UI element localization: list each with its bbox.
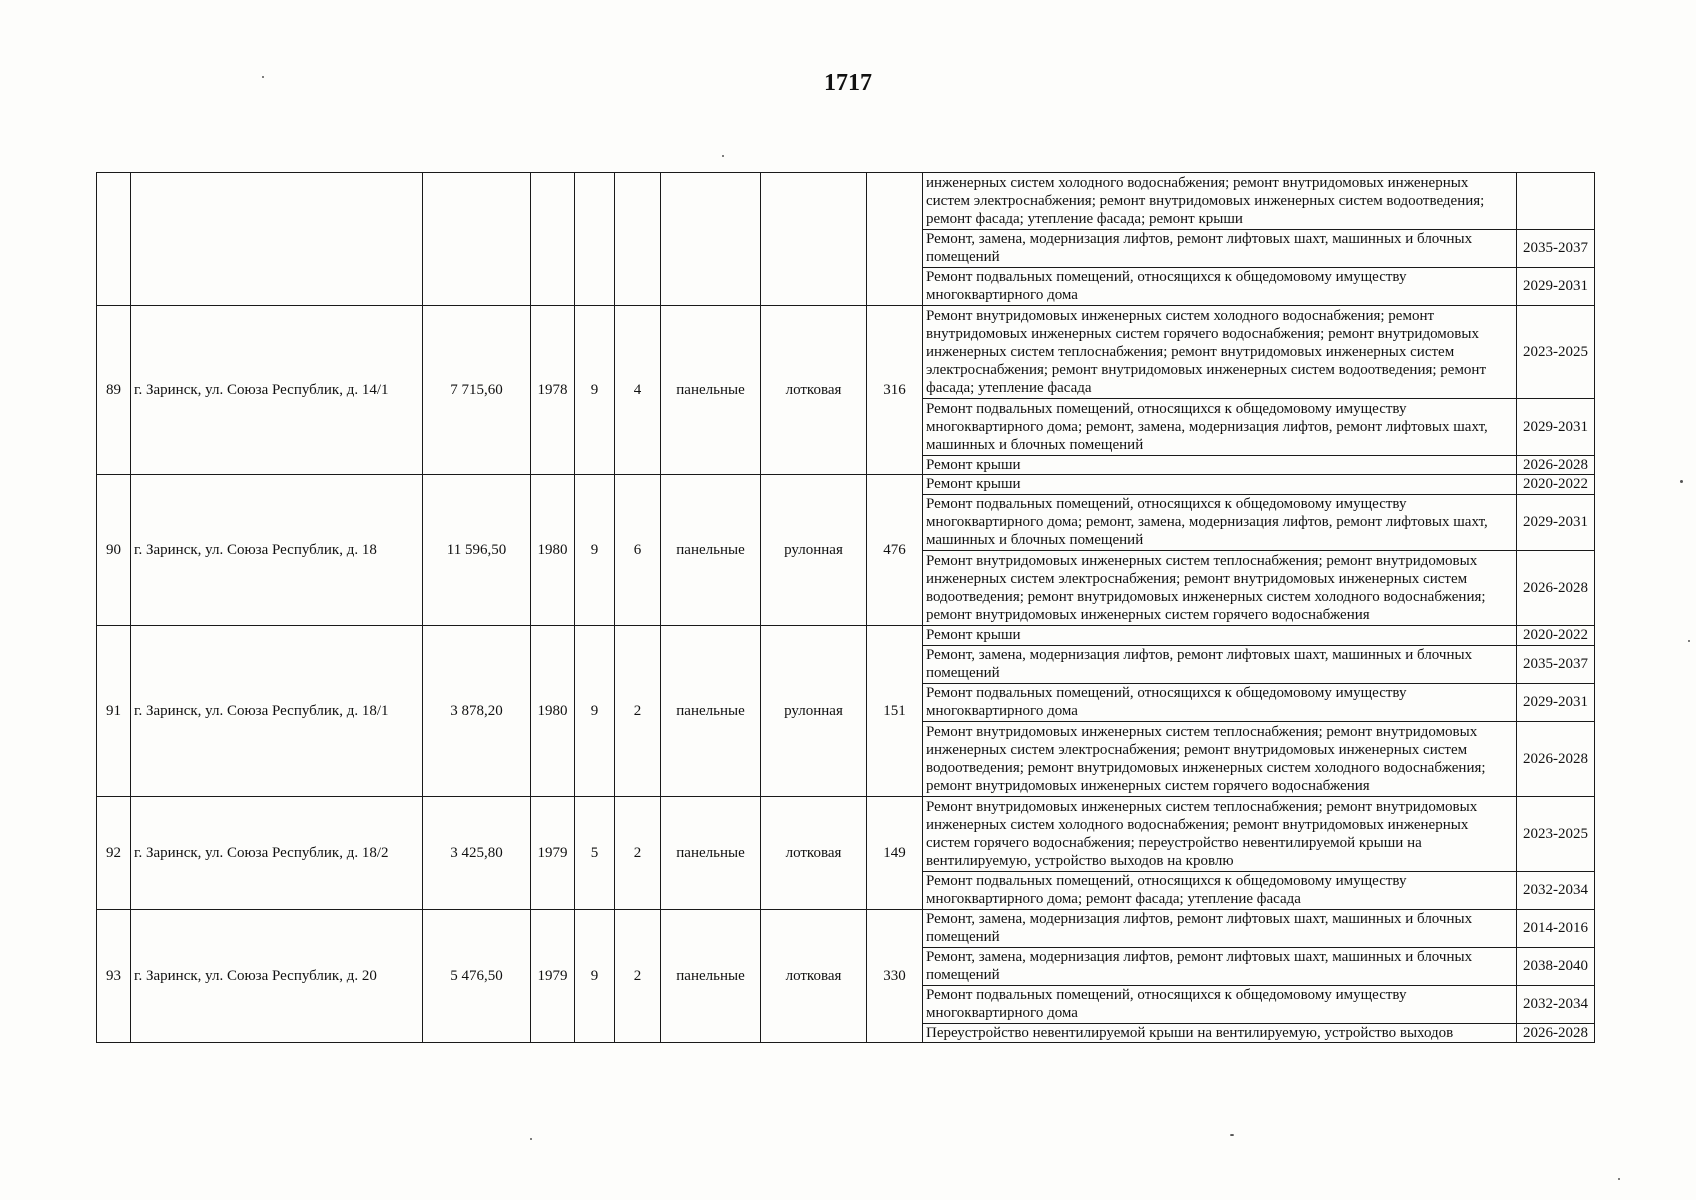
building-address: г. Заринск, ул. Союза Республик, д. 18/2 xyxy=(131,796,423,909)
work-period: 2026-2028 xyxy=(1517,455,1595,475)
building-floors: 9 xyxy=(575,475,615,626)
cont-residents xyxy=(867,173,923,306)
work-description: Ремонт крыши xyxy=(923,626,1517,646)
building-area: 7 715,60 xyxy=(423,305,531,475)
row-number: 90 xyxy=(97,475,131,626)
cont-area xyxy=(423,173,531,306)
work-description: Ремонт, замена, модернизация лифтов, ремонт лифтовых шахт, машинных и блочных помещений xyxy=(923,909,1517,947)
work-description: Ремонт подвальных помещений, относящихся к общедомовому имуществу многоквартирного дома; ремонт, замена, модернизация лифтов, ремонт лифтовых шахт, машинных и блочных помещений xyxy=(923,399,1517,456)
work-period: 2032-2034 xyxy=(1517,985,1595,1023)
roof-type: лотковая xyxy=(761,909,867,1043)
table-body xyxy=(97,173,1595,1043)
building-entrances: 6 xyxy=(615,475,661,626)
work-description: Ремонт, замена, модернизация лифтов, ремонт лифтовых шахт, машинных и блочных помещений xyxy=(923,947,1517,985)
cont-walls xyxy=(661,173,761,306)
work-period: 2032-2034 xyxy=(1517,871,1595,909)
table-row xyxy=(97,173,1595,230)
cont-year xyxy=(531,173,575,306)
residents-count: 476 xyxy=(867,475,923,626)
wall-material: панельные xyxy=(661,626,761,797)
building-area: 5 476,50 xyxy=(423,909,531,1043)
residents-count: 330 xyxy=(867,909,923,1043)
roof-type: рулонная xyxy=(761,475,867,626)
work-description: Ремонт подвальных помещений, относящихся к общедомовому имуществу многоквартирного дома; ремонт, замена, модернизация лифтов, ремонт лифтовых шахт, машинных и блочных помещений xyxy=(923,494,1517,551)
roof-type: рулонная xyxy=(761,626,867,797)
work-period: 2029-2031 xyxy=(1517,267,1595,305)
row-number: 92 xyxy=(97,796,131,909)
work-description: Ремонт внутридомовых инженерных систем теплоснабжения; ремонт внутридомовых инженерных систем холодного водоснабжения; ремонт внутридомовых инженерных систем горячего водоснабжения; переустройство невентилируемой крыши на вентилируемую, устройство выходов на кровлю xyxy=(923,796,1517,871)
table-row xyxy=(97,796,1595,871)
building-area: 11 596,50 xyxy=(423,475,531,626)
roof-type: лотковая xyxy=(761,796,867,909)
work-description: Ремонт, замена, модернизация лифтов, ремонт лифтовых шахт, машинных и блочных помещений xyxy=(923,645,1517,683)
scan-speck xyxy=(722,155,724,157)
building-entrances: 2 xyxy=(615,796,661,909)
building-address: г. Заринск, ул. Союза Республик, д. 18 xyxy=(131,475,423,626)
work-period: 2023-2025 xyxy=(1517,796,1595,871)
work-description: Ремонт внутридомовых инженерных систем теплоснабжения; ремонт внутридомовых инженерных систем электроснабжения; ремонт внутридомовых инженерных систем водоотведения; ремонт внутридомовых инженерных систем холодного водоснабжения; ремонт внутридомовых инженерных систем горячего водоснабжения xyxy=(923,551,1517,626)
work-period xyxy=(1517,173,1595,230)
work-description: Переустройство невентилируемой крыши на вентилируемую, устройство выходов xyxy=(923,1023,1517,1043)
work-period: 2035-2037 xyxy=(1517,645,1595,683)
wall-material: панельные xyxy=(661,909,761,1043)
building-area: 3 878,20 xyxy=(423,626,531,797)
work-period: 2023-2025 xyxy=(1517,305,1595,399)
work-period: 2014-2016 xyxy=(1517,909,1595,947)
scan-speck xyxy=(1230,1134,1234,1136)
work-description: Ремонт, замена, модернизация лифтов, ремонт лифтовых шахт, машинных и блочных помещений xyxy=(923,229,1517,267)
building-floors: 9 xyxy=(575,909,615,1043)
work-description: Ремонт подвальных помещений, относящихся к общедомовому имуществу многоквартирного дома xyxy=(923,267,1517,305)
roof-type: лотковая xyxy=(761,305,867,475)
building-address: г. Заринск, ул. Союза Республик, д. 18/1 xyxy=(131,626,423,797)
work-period: 2020-2022 xyxy=(1517,626,1595,646)
scan-speck xyxy=(1680,480,1683,483)
wall-material: панельные xyxy=(661,305,761,475)
table-row xyxy=(97,909,1595,947)
building-entrances: 2 xyxy=(615,909,661,1043)
work-period: 2026-2028 xyxy=(1517,1023,1595,1043)
work-period: 2026-2028 xyxy=(1517,721,1595,796)
wall-material: панельные xyxy=(661,796,761,909)
building-area: 3 425,80 xyxy=(423,796,531,909)
building-floors: 5 xyxy=(575,796,615,909)
work-period: 2038-2040 xyxy=(1517,947,1595,985)
residents-count: 151 xyxy=(867,626,923,797)
building-floors: 9 xyxy=(575,305,615,475)
scan-speck xyxy=(262,76,264,78)
work-description: Ремонт подвальных помещений, относящихся к общедомовому имуществу многоквартирного дома xyxy=(923,683,1517,721)
cont-roof xyxy=(761,173,867,306)
work-period: 2035-2037 xyxy=(1517,229,1595,267)
building-entrances: 2 xyxy=(615,626,661,797)
row-number: 93 xyxy=(97,909,131,1043)
scan-speck xyxy=(1618,1178,1620,1180)
building-floors: 9 xyxy=(575,626,615,797)
cont-num xyxy=(97,173,131,306)
cont-entrances xyxy=(615,173,661,306)
row-number: 89 xyxy=(97,305,131,475)
scan-speck xyxy=(530,1138,532,1140)
work-period: 2029-2031 xyxy=(1517,399,1595,456)
work-description: Ремонт внутридомовых инженерных систем холодного водоснабжения; ремонт внутридомовых инженерных систем горячего водоснабжения; ремонт внутридомовых инженерных систем теплоснабжения; ремонт внутридомовых инженерных систем электроснабжения; ремонт внутридомовых инженерных систем водоотведения; ремонт фасада; утепление фасада xyxy=(923,305,1517,399)
work-description: инженерных систем холодного водоснабжения; ремонт внутридомовых инженерных систем электроснабжения; ремонт внутридомовых инженерных систем водоотведения; ремонт фасада; утепление фасада; ремонт крыши xyxy=(923,173,1517,230)
work-description: Ремонт подвальных помещений, относящихся к общедомовому имуществу многоквартирного дома; ремонт фасада; утепление фасада xyxy=(923,871,1517,909)
work-period: 2020-2022 xyxy=(1517,475,1595,495)
work-period: 2029-2031 xyxy=(1517,683,1595,721)
table-row xyxy=(97,305,1595,399)
work-description: Ремонт крыши xyxy=(923,455,1517,475)
page-number: 1717 xyxy=(824,70,872,96)
work-period: 2026-2028 xyxy=(1517,551,1595,626)
residents-count: 316 xyxy=(867,305,923,475)
table-row xyxy=(97,626,1595,646)
building-year: 1979 xyxy=(531,796,575,909)
work-description: Ремонт крыши xyxy=(923,475,1517,495)
scan-speck xyxy=(1688,640,1690,642)
building-year: 1980 xyxy=(531,626,575,797)
building-entrances: 4 xyxy=(615,305,661,475)
row-number: 91 xyxy=(97,626,131,797)
building-year: 1978 xyxy=(531,305,575,475)
cont-address xyxy=(131,173,423,306)
table-row xyxy=(97,475,1595,495)
building-address: г. Заринск, ул. Союза Республик, д. 20 xyxy=(131,909,423,1043)
building-year: 1979 xyxy=(531,909,575,1043)
residents-count: 149 xyxy=(867,796,923,909)
wall-material: панельные xyxy=(661,475,761,626)
buildings-table xyxy=(96,172,1595,1043)
work-period: 2029-2031 xyxy=(1517,494,1595,551)
work-description: Ремонт внутридомовых инженерных систем теплоснабжения; ремонт внутридомовых инженерных систем электроснабжения; ремонт внутридомовых инженерных систем водоотведения; ремонт внутридомовых инженерных систем холодного водоснабжения; ремонт внутридомовых инженерных систем горячего водоснабжения xyxy=(923,721,1517,796)
cont-floors xyxy=(575,173,615,306)
building-address: г. Заринск, ул. Союза Республик, д. 14/1 xyxy=(131,305,423,475)
work-description: Ремонт подвальных помещений, относящихся к общедомовому имуществу многоквартирного дома xyxy=(923,985,1517,1023)
building-year: 1980 xyxy=(531,475,575,626)
